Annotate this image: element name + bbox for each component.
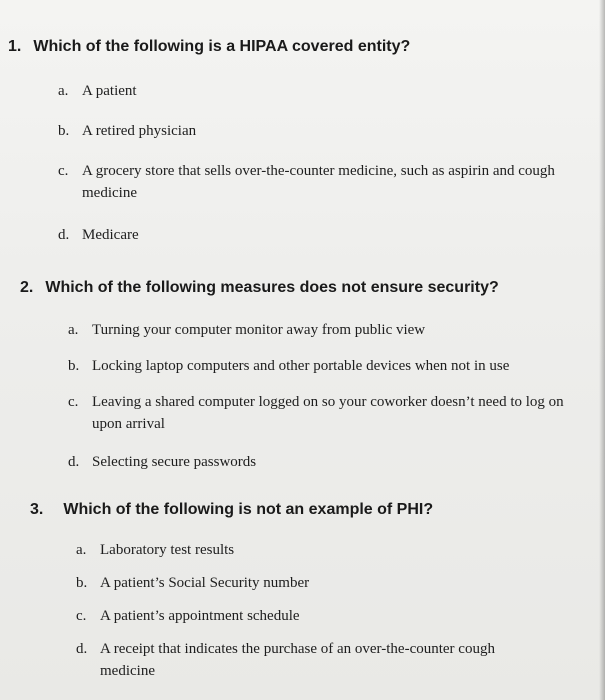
question-3-option-a bbox=[76, 539, 586, 561]
option-text: A patient’s Social Security number bbox=[100, 575, 310, 591]
option-letter: b. bbox=[68, 358, 80, 374]
option-text: Laboratory test results bbox=[100, 542, 235, 558]
question-1-option-c bbox=[58, 160, 593, 204]
question-3-option-d bbox=[76, 638, 591, 682]
option-text: Medicare bbox=[82, 227, 139, 243]
question-1-option-a bbox=[58, 80, 588, 102]
option-text: Turning your computer monitor away from public view bbox=[92, 322, 426, 338]
option-text: Selecting secure passwords bbox=[92, 454, 257, 470]
option-letter: c. bbox=[58, 163, 69, 179]
option-letter: d. bbox=[76, 641, 88, 657]
option-letter: c. bbox=[76, 608, 87, 624]
option-letter: a. bbox=[76, 542, 87, 558]
option-text: A patient’s appointment schedule bbox=[100, 608, 300, 624]
option-letter: c. bbox=[68, 394, 79, 410]
option-text: Locking laptop computers and other portable devices when not in use bbox=[92, 358, 510, 374]
question-2-prompt: Which of the following measures does not ensure security? bbox=[45, 279, 499, 296]
option-text: A patient bbox=[82, 83, 137, 99]
question-2-heading bbox=[20, 279, 499, 297]
question-2-number: 2. bbox=[20, 279, 34, 296]
option-text: A receipt that indicates the purchase of an over-the-counter cough medicine bbox=[100, 641, 495, 679]
question-2-option-c bbox=[68, 391, 593, 435]
option-text: A grocery store that sells over-the-counter medicine, such as aspirin and cough medicine bbox=[82, 163, 555, 201]
question-1-option-b bbox=[58, 120, 588, 142]
question-3-option-c bbox=[76, 605, 586, 627]
option-text: A retired physician bbox=[82, 123, 197, 139]
question-3-prompt: Which of the following is not an example of PHI? bbox=[63, 501, 434, 518]
option-text: Leaving a shared computer logged on so your coworker doesn’t need to log on upon arrival bbox=[92, 394, 564, 432]
option-letter: b. bbox=[76, 575, 88, 591]
question-2-option-d bbox=[68, 451, 588, 473]
question-3-option-b bbox=[76, 572, 586, 594]
option-letter: d. bbox=[58, 227, 70, 243]
question-2-option-a bbox=[68, 319, 588, 341]
question-2-option-b bbox=[68, 355, 598, 377]
question-3-heading bbox=[30, 501, 433, 519]
question-1-heading bbox=[8, 38, 410, 56]
question-1-number: 1. bbox=[8, 38, 22, 55]
option-letter: a. bbox=[58, 83, 69, 99]
option-letter: d. bbox=[68, 454, 80, 470]
question-3-number: 3. bbox=[30, 501, 44, 518]
question-1-option-d bbox=[58, 224, 588, 246]
option-letter: a. bbox=[68, 322, 79, 338]
option-letter: b. bbox=[58, 123, 70, 139]
question-1-prompt: Which of the following is a HIPAA covered entity? bbox=[33, 38, 411, 55]
